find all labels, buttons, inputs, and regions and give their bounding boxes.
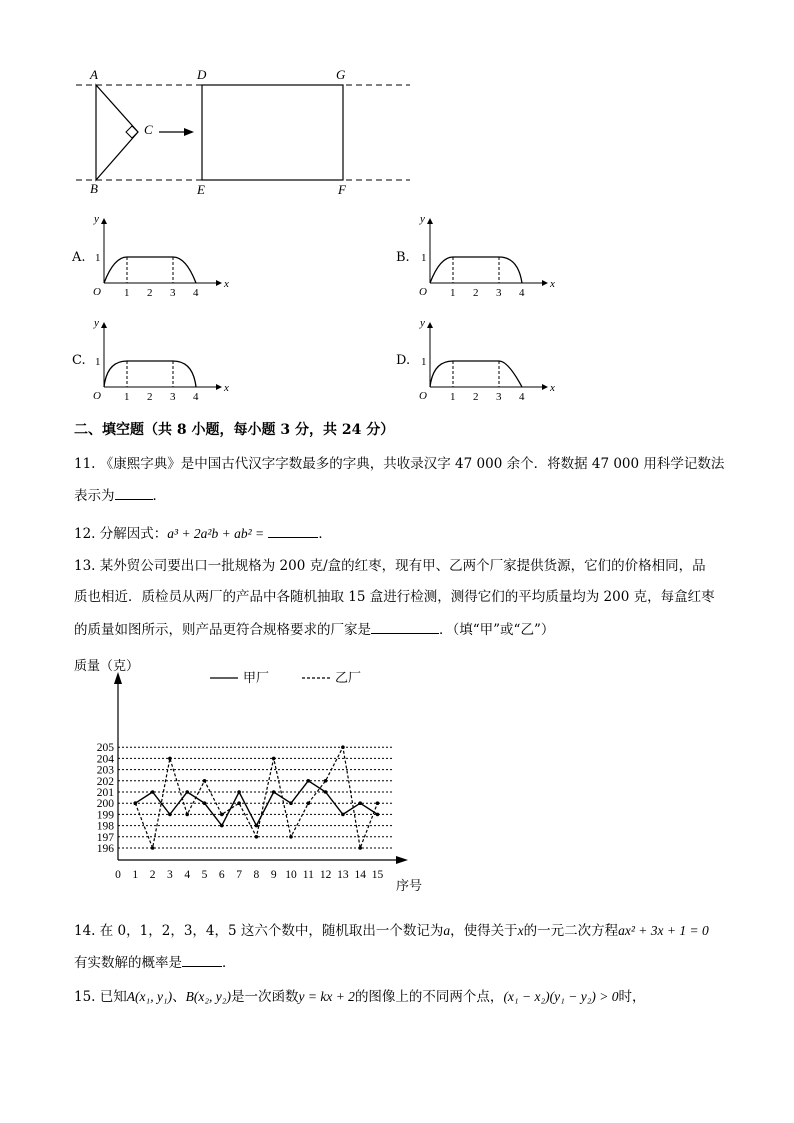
label-C: C [144,122,153,137]
x-tick-label: 10 [285,869,297,881]
data-point [168,757,172,761]
y-tick-label: 1 [421,356,427,368]
legend-label: 甲厂 [243,670,270,685]
origin-label: O [93,286,101,298]
x-tick-label: 4 [519,391,525,403]
data-point [272,757,276,761]
geometry-figure [70,64,415,196]
label-D: D [197,67,207,82]
q14-text-c: 的一元二次方程 [523,923,619,939]
q14-text-d: 有实数解的概率是 [74,955,182,971]
x-tick-label: 2 [149,869,156,881]
q15-sep: 、 [172,989,186,1005]
q11-text-b: ． [152,488,166,504]
q15-function: y = kx + 2 [298,989,355,1004]
x-tick-label: 9 [270,869,277,881]
data-point [203,779,207,783]
data-point [376,801,380,805]
x-tick-label: 1 [132,869,139,881]
y-axis-label: y [420,213,425,225]
q15-text-c: 的图像上的不同两个点， [354,989,504,1005]
q15-point-a: A(x₁, y₁) [126,989,173,1004]
chart-y-arrow [114,672,122,684]
data-point [220,824,224,828]
y-tick-label: 199 [96,809,114,822]
data-point [289,801,293,805]
x-tick-label: 2 [147,287,153,299]
q12-answer-blank[interactable] [268,523,318,538]
x-axis-arrow [542,280,548,286]
option-d-graph [416,316,556,404]
option-b-label[interactable]: B. [396,250,410,265]
y-axis-arrow [101,322,107,328]
label-G: G [336,67,346,82]
data-point [341,745,345,749]
q14-text-e: ． [222,955,236,971]
q14-text-a: 14. 在 0，1，2，3，4，5 这六个数中，随机取出一个数记为 [74,923,444,939]
y-axis-arrow [427,218,433,224]
option-curve [430,361,522,387]
x-tick-label: 13 [337,869,349,881]
x-tick-label: 1 [124,287,130,299]
y-axis-label: y [94,317,99,329]
x-axis-arrow [216,280,222,286]
data-point [255,824,259,828]
data-point [237,790,241,794]
q13-line2: 质也相近．质检员从两厂的产品中各随机抽取 15 盒进行检测，测得它们的平均质量均为 200 克，每盒红枣 [74,589,715,605]
q14-text-b: ，使得关于 [450,923,518,939]
option-curve [430,257,522,283]
q12-line [74,523,332,543]
y-tick-label: 203 [96,764,114,777]
q15-text-d: 时， [618,989,646,1005]
q15-text-a: 15. 已知 [74,989,127,1005]
y-tick-label: 1 [95,356,101,368]
q14-answer-blank[interactable] [182,952,222,967]
q13-text-a: 的质量如图所示，则产品更符合规格要求的厂家是 [74,622,371,638]
data-point [324,790,328,794]
x-tick-label: 3 [496,287,502,299]
x-tick-label: 11 [302,869,314,881]
x-tick-label: 4 [193,287,199,299]
option-curve [104,361,196,387]
data-point [307,779,311,783]
quality-line-chart [70,658,430,898]
data-point [307,801,311,805]
option-d-label[interactable]: D. [396,353,411,368]
y-tick-label: 196 [96,843,114,855]
y-axis-label: y [94,213,99,225]
x-tick-label: 4 [519,287,525,299]
option-a-graph [90,212,230,300]
option-curve [104,257,196,283]
x-tick-label: 3 [167,869,173,881]
x-tick-label: 3 [170,287,176,299]
y-axis-arrow [427,322,433,328]
label-F: F [338,182,346,196]
q13-answer-blank[interactable] [371,619,439,634]
q11-text-a: 表示为 [74,488,115,504]
label-A: A [90,67,98,82]
x-tick-label: 4 [193,391,199,403]
option-a-label[interactable]: A. [72,250,86,265]
x-tick-label: 3 [170,391,176,403]
q11-line2 [74,485,166,505]
y-tick-label: 1 [421,252,427,264]
data-point [255,835,259,839]
label-B: B [90,181,98,196]
q14-line2 [74,952,236,972]
origin-label: O [419,286,427,298]
x-axis-arrow [542,384,548,390]
data-point [376,813,380,817]
x-tick-label: 2 [147,391,153,403]
x-tick-label: 2 [473,287,479,299]
data-point [134,801,138,805]
chart-y-label: 质量（克） [74,658,140,673]
legend-label: 乙厂 [335,670,362,685]
q14-var-x: x [517,923,524,938]
q14-line1 [74,922,709,940]
x-axis-label: x [550,278,555,290]
y-tick-label: 205 [96,742,114,755]
x-tick-label: 2 [473,391,479,403]
section-title: 二、填空题（共 8 小题，每小题 3 分，共 24 分） [74,422,395,438]
x-tick-label: 3 [496,391,502,403]
data-point [341,813,345,817]
data-point [185,813,189,817]
option-c-label[interactable]: C. [72,353,86,368]
q15-condition: (x₁ − x₂)(y₁ − y₂) > 0 [503,989,619,1004]
data-point [168,813,172,817]
x-tick-label: 15 [371,869,384,881]
y-tick-label: 1 [95,252,101,264]
data-point [203,801,207,805]
x-tick-label: 5 [201,869,208,881]
q12-text-b: ． [318,526,332,542]
label-E: E [197,182,205,196]
q11-line1: 11. 《康熙字典》是中国古代汉字字数最多的字典，共收录汉字 47 000 余个．将数据 47 000 用科学记数法 [74,456,725,472]
option-c-graph [90,316,230,404]
q11-answer-blank[interactable] [115,485,153,500]
data-point [185,790,189,794]
y-tick-label: 204 [96,753,114,766]
x-tick-label: 6 [218,869,225,881]
y-tick-label: 198 [96,820,114,833]
x-tick-label: 7 [236,869,242,881]
chart-x-arrow [396,856,408,864]
q12-text-a: 12. 分解因式： [74,526,168,542]
y-axis-arrow [101,218,107,224]
x-tick-label: 1 [124,391,130,403]
origin-label: O [419,390,427,402]
chart-x-label: 序号 [396,878,423,893]
q13-line1: 13. 某外贸公司要出口一批规格为 200 克/盒的红枣，现有甲、乙两个厂家提供货源，它们的价格相同，品 [74,558,706,574]
q15-text-b: 是一次函数 [230,989,299,1005]
q14-equation: ax² + 3x + 1 = 0 [618,923,709,938]
x-tick-label: 0 [115,869,121,881]
y-tick-label: 202 [96,775,114,788]
x-tick-label: 4 [184,869,191,881]
q14-var-a: a [443,923,451,938]
option-b-graph [416,212,556,300]
series-line [135,747,377,848]
y-axis-label: y [420,317,425,329]
q13-text-b: ．（填“甲”或“乙”） [439,622,555,638]
x-tick-label: 14 [354,869,366,881]
data-point [237,801,241,805]
x-axis-arrow [216,384,222,390]
x-axis-label: x [224,278,229,290]
x-tick-label: 8 [253,869,260,881]
data-point [220,813,224,817]
data-point [358,801,362,805]
y-tick-label: 200 [96,798,114,811]
x-axis-label: x [550,382,555,394]
x-axis-label: x [224,382,229,394]
x-tick-label: 1 [450,391,456,403]
q13-line3 [74,619,554,639]
x-tick-label: 1 [450,287,456,299]
q12-expression: a³ + 2a²b + ab² = [167,526,265,541]
data-point [289,835,293,839]
q15-point-b: B(x₂, y₂) [185,989,231,1004]
data-point [324,779,328,783]
data-point [272,790,276,794]
y-tick-label: 197 [96,831,114,844]
origin-label: O [93,390,101,402]
q15-line1 [74,988,646,1006]
data-point [151,846,155,850]
x-tick-label: 12 [319,869,332,881]
data-point [358,846,362,850]
y-tick-label: 201 [96,787,114,799]
data-point [151,790,155,794]
